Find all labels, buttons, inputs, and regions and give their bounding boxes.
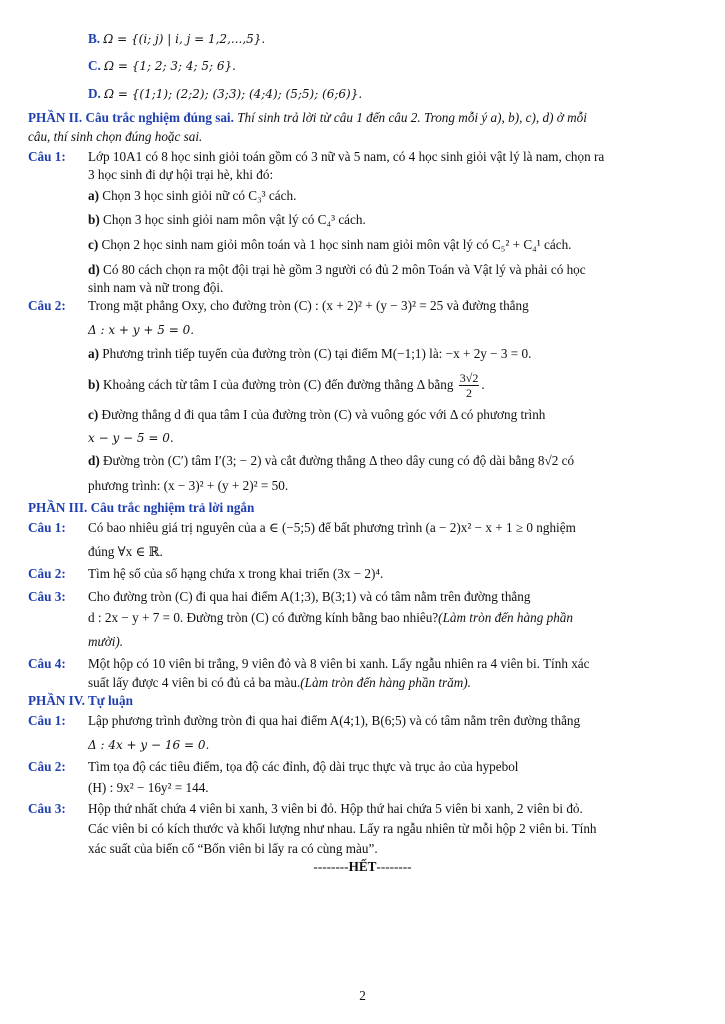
part-4-heading: PHẦN IV. Tự luận [28,693,133,708]
part-3-q4-text: Một hộp có 10 viên bi trắng, 9 viên đỏ và 8 viên bi xanh. Lấy ngẫu nhiên ra 4 viên bi. Tính xác [88,656,590,671]
part-3-q3-text: Cho đường tròn (C) đi qua hai điểm A(1;3), B(3;1) và có tâm nằm trên đường thẳng [88,589,531,604]
part-2-instruction: câu, thí sinh chọn đúng hoặc sai. [28,129,203,144]
part-4-q3-text-cont: Các viên bi có kích thước và khối lượng như nhau. Lấy ra ngẫu nhiên từ mỗi hộp 2 viên bi. Tính [88,821,597,836]
fraction-3-root-2-over-2: $\frac{3√2}{2}$ [459,371,479,401]
part-2-q1-text-cont: 3 học sinh đi dự hội trại hè, khi đó: [88,167,274,182]
part-4-question-1: Câu 1: [28,713,66,728]
part-2-question-2: Câu 2: [28,298,66,313]
part-2-question-1: Câu 1: [28,149,66,164]
part-2-q2-item-d: d) Đường tròn (C′) tâm I′(3; − 2) và cắt đường thẳng Δ theo dây cung có độ dài bằng 8√2 có [88,453,575,468]
part-3-question-2: Câu 2: [28,566,66,581]
part-3-question-1: Câu 1: [28,520,66,535]
part-3-q4-text-cont: suất lấy được 4 viên bi có đủ cả ba màu.(Làm tròn đến hàng phần trăm). [88,675,471,690]
part-3-q3-text-cont: d : 2x − y + 7 = 0. Đường tròn (C) có đường kính bằng bao nhiêu?(Làm tròn đến hàng phần [88,610,573,625]
part-4-q3-text: Hộp thứ nhất chứa 4 viên bi xanh, 3 viên bi đỏ. Hộp thứ hai chứa 5 viên bi xanh, 2 viên bi đỏ. [88,801,583,816]
part-3-question-4: Câu 4: [28,656,66,671]
part-2-q1-item-c: c) Chọn 2 học sinh nam giỏi môn toán và 1 học sinh nam giỏi môn vật lý có C₅² + C₄¹ cách. [88,237,572,252]
part-2-q1-text: Lớp 10A1 có 8 học sinh giỏi toán gồm có 3 nữ và 5 nam, có 4 học sinh giỏi vật lý là nam, chọn ra [88,149,605,164]
part-2-q2-line-delta: Δ : x + y + 5 = 0. [88,323,195,337]
part-2-q1-item-d-cont: sinh nam và nữ trong đội. [88,280,224,295]
part-4-q2-hyperbola: (H) : 9x² − 16y² = 144. [88,780,209,795]
part-4-question-2: Câu 2: [28,759,66,774]
option-c: C. Ω = {1; 2; 3; 4; 5; 6}. [88,58,236,73]
part-3-q3-note-cont: mười). [88,634,124,649]
part-3-q1-text-cont: đúng ∀x ∈ ℝ. [88,544,163,559]
end-marker: --------HẾT-------- [313,859,412,874]
part-2-q2-item-c-cont: x − y − 5 = 0. [88,431,174,445]
part-2-q2-item-c: c) Đường thẳng d đi qua tâm I của đường tròn (C) và vuông góc với Δ có phương trình [88,407,546,422]
part-2-heading: PHẦN II. Câu trắc nghiệm đúng sai. Thí sinh trả lời từ câu 1 đến câu 2. Trong mỗi ý a), b), c), d) ở mỗi [28,110,587,125]
option-b: B. Ω = {(i; j) | i, j = 1,2,...,5}. [88,31,266,46]
page-number: 2 [359,988,366,1003]
part-3-q2-text: Tìm hệ số của số hạng chứa x trong khai triển (3x − 2)⁴. [88,566,384,581]
part-2-q2-item-a: a) Phương trình tiếp tuyến của đường tròn (C) tại điểm M(−1;1) là: −x + 2y − 3 = 0. [88,346,532,361]
part-2-q1-item-d: d) Có 80 cách chọn ra một đội trại hè gồm 3 người có đủ 2 môn Toán và Vật lý và phải có học [88,262,586,277]
part-3-q1-text: Có bao nhiêu giá trị nguyên của a ∈ (−5;5) để bất phương trình (a − 2)x² − x + 1 ≥ 0 nghiệm [88,520,576,535]
option-d: D. Ω = {(1;1); (2;2); (3;3); (4;4); (5;5); (6;6)}. [88,86,363,101]
part-2-q1-item-a: a) Chọn 3 học sinh giỏi nữ có C₃³ cách. [88,188,297,203]
part-4-q3-text-cont-2: xác suất của biến cố “Bốn viên bi lấy ra có cùng màu”. [88,841,378,856]
part-3-heading: PHẦN III. Câu trắc nghiệm trả lời ngắn [28,500,255,515]
part-4-q2-text: Tìm tọa độ các tiêu điểm, tọa độ các đỉnh, độ dài trục thực và trục ảo của hypebol [88,759,519,774]
part-4-question-3: Câu 3: [28,801,66,816]
part-4-q1-line-delta: Δ : 4x + y − 16 = 0. [88,738,210,752]
part-2-q2-item-d-cont: phương trình: (x − 3)² + (y + 2)² = 50. [88,478,289,493]
part-2-q2-text: Trong mặt phẳng Oxy, cho đường tròn (C) : (x + 2)² + (y − 3)² = 25 và đường thẳng [88,298,529,313]
part-4-q1-text: Lập phương trình đường tròn đi qua hai điểm A(4;1), B(6;5) và có tâm nằm trên đường thẳng [88,713,581,728]
part-2-q2-item-b: b) Khoảng cách từ tâm I của đường tròn (C) đến đường thẳng Δ bằng $\frac{3√2}{2}$ . [88,371,485,401]
part-2-q1-item-b: b) Chọn 3 học sinh giỏi nam môn vật lý có C₄³ cách. [88,212,366,227]
part-3-question-3: Câu 3: [28,589,66,604]
